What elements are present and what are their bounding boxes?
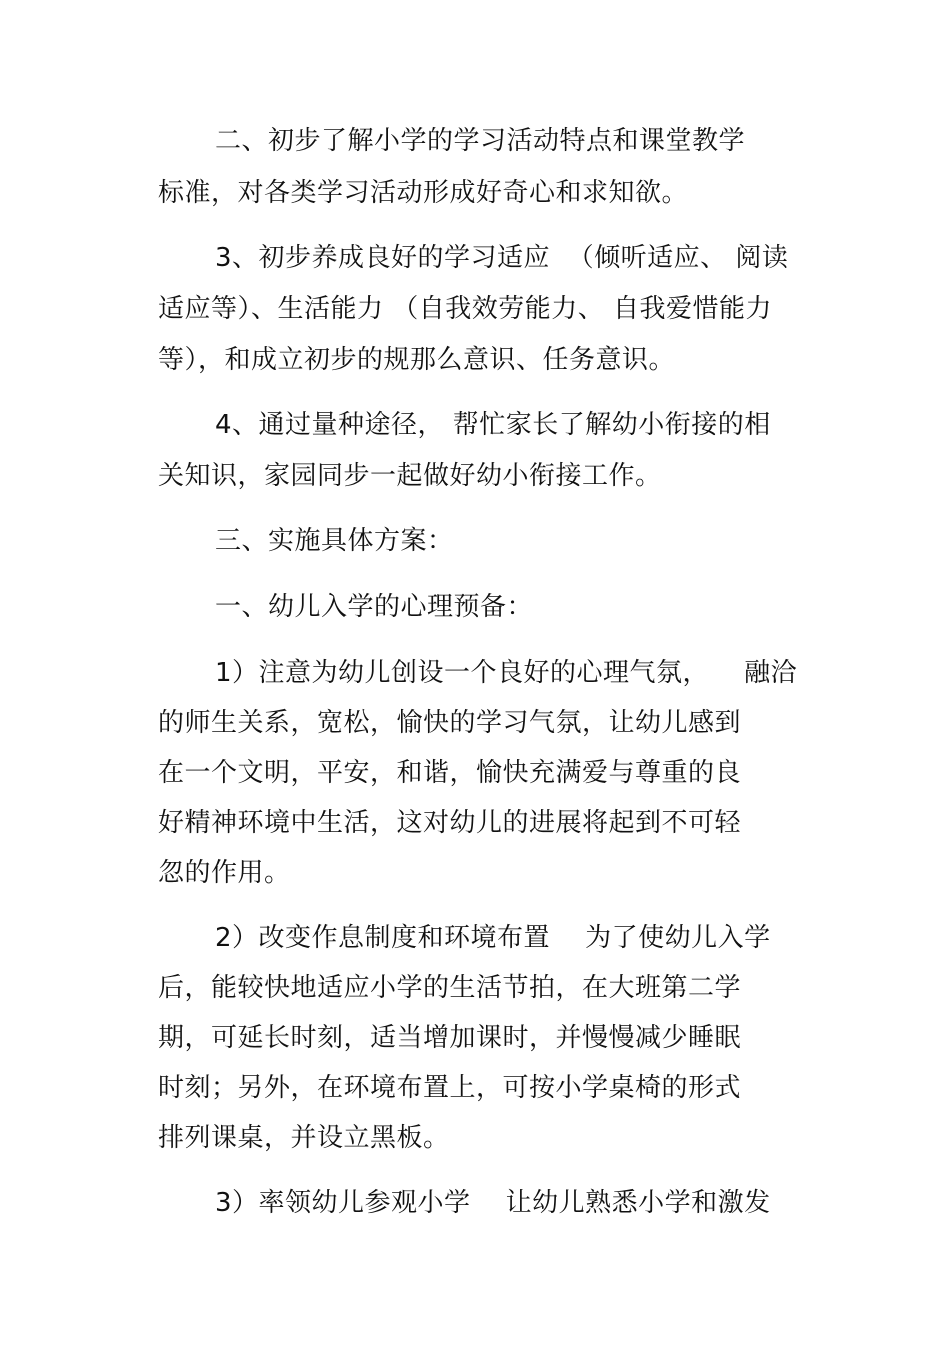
text-line: 等），和成立初步的规那么意识、任务意识。 (158, 345, 676, 375)
text-line: 3）率领幼儿参观小学 让幼儿熟悉小学和激发 (215, 1188, 771, 1218)
text-line: 二、初步了解小学的学习活动特点和课堂教学 (215, 126, 746, 156)
text-line: 忽的作用。 (158, 858, 291, 888)
text-line: 3、初步养成良好的学习适应 （倾听适应、 阅读 (215, 243, 789, 273)
text-line: 适应等）、生活能力 （自我效劳能力、 自我爱惜能力 (158, 294, 773, 324)
text-line: 排列课桌，并设立黑板。 (158, 1123, 450, 1153)
text-line: 后，能较快地适应小学的生活节拍，在大班第二学 (158, 973, 742, 1003)
text-line: 标准，对各类学习活动形成好奇心和求知欲。 (158, 178, 689, 208)
text-line: 1）注意为幼儿创设一个良好的心理气氛， 融洽 (215, 658, 798, 688)
text-line: 在一个文明，平安，和谐，愉快充满爱与尊重的良 (158, 758, 742, 788)
text-line: 的师生关系，宽松，愉快的学习气氛，让幼儿感到 (158, 708, 742, 738)
text-line: 时刻；另外，在环境布置上，可按小学桌椅的形式 (158, 1073, 742, 1103)
text-line: 关知识，家园同步一起做好幼小衔接工作。 (158, 461, 662, 491)
text-line: 好精神环境中生活，这对幼儿的进展将起到不可轻 (158, 808, 742, 838)
section-heading: 一、幼儿入学的心理预备： (215, 592, 534, 622)
text-line: 4、通过量种途径， 帮忙家长了解幼小衔接的相 (215, 410, 771, 440)
text-line: 期，可延长时刻，适当增加课时，并慢慢减少睡眠 (158, 1023, 742, 1053)
section-heading: 三、实施具体方案： (215, 526, 454, 556)
text-line: 2）改变作息制度和环境布置 为了使幼儿入学 (215, 923, 771, 953)
